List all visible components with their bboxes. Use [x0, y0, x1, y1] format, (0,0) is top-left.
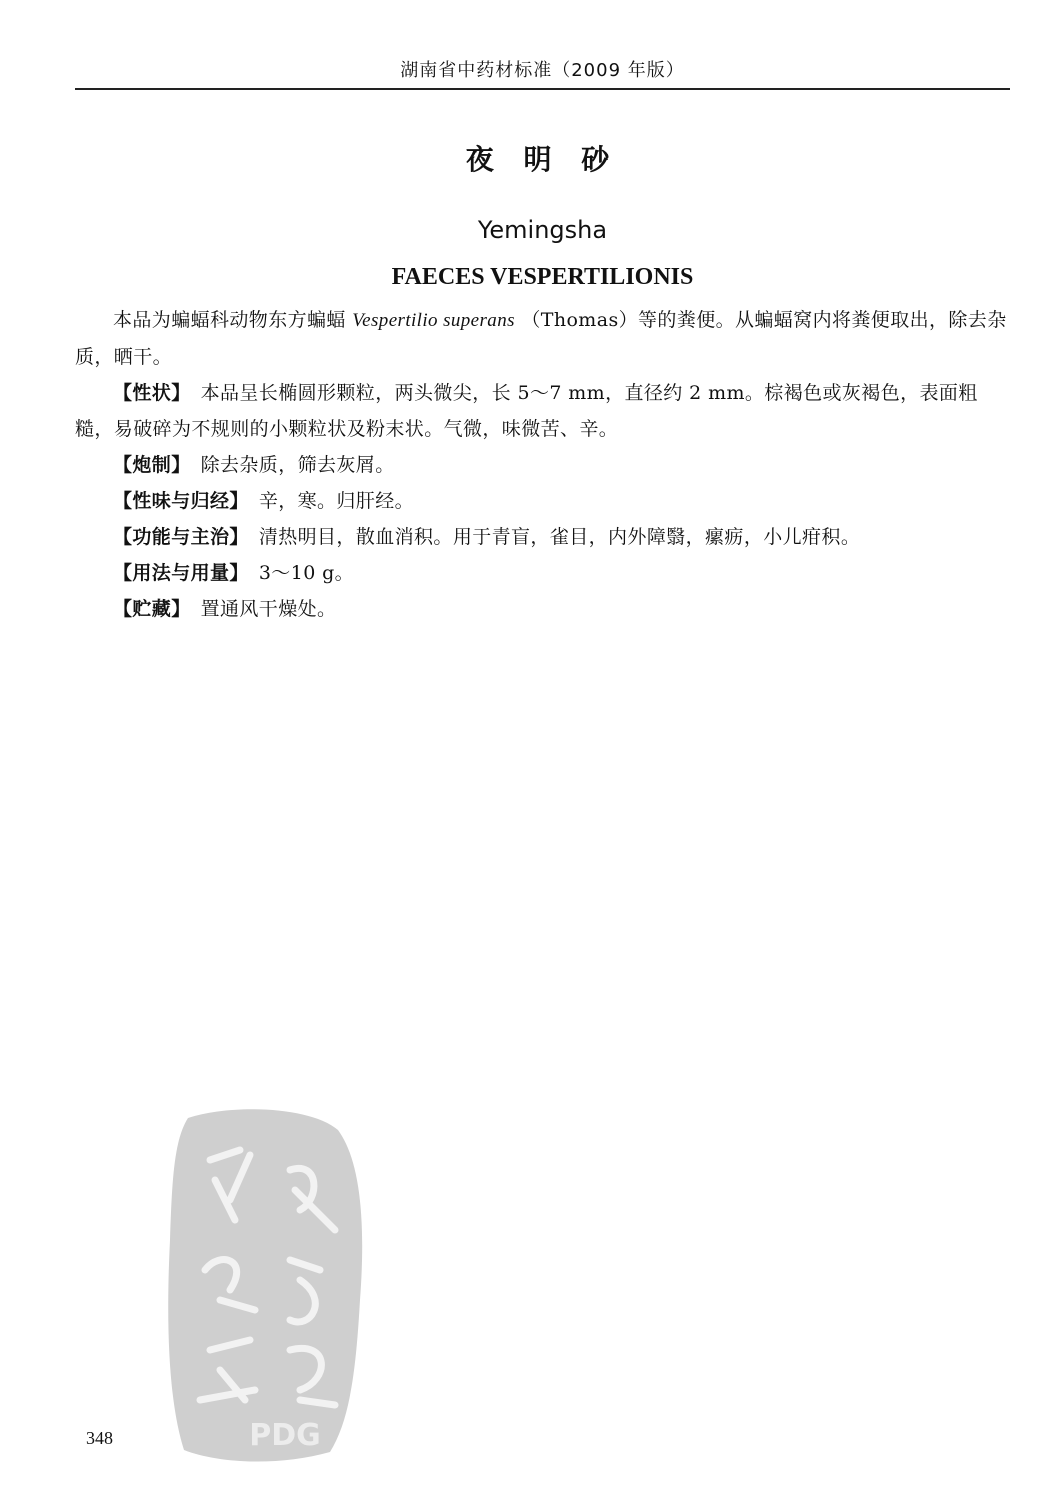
page-number: 348 [86, 1428, 113, 1448]
entry-title: 夜 明 砂 [465, 143, 620, 176]
species-name: Vespertilio superans [352, 310, 515, 331]
section-description [75, 375, 1010, 447]
section-processing [75, 447, 1010, 483]
section-dosage [75, 555, 1010, 591]
section-label: 【炮制】 [113, 454, 191, 476]
entry-body [75, 302, 1010, 627]
header-rule [75, 88, 1010, 90]
section-functions [75, 519, 1010, 555]
section-label: 【性味与归经】 [113, 490, 249, 512]
section-label: 【贮藏】 [113, 598, 191, 620]
pdg-seal-watermark [160, 1100, 370, 1470]
running-header: 湖南省中药材标准（2009 年版） [400, 60, 685, 81]
section-storage [75, 591, 1010, 627]
stamp-text: PDG [249, 1418, 321, 1453]
section-text: 辛，寒。归肝经。 [258, 490, 415, 512]
section-label: 【功能与主治】 [113, 526, 249, 548]
intro-paragraph [75, 302, 1010, 375]
section-text: 3～10 g。 [258, 562, 355, 584]
intro-text-after: （Thomas）等的粪便。从蝙蝠窝内将粪便取出，除去杂质，晒干。 [75, 309, 1007, 368]
section-nature-meridian [75, 483, 1010, 519]
section-text: 清热明目，散血消积。用于青盲，雀目，内外障翳，瘰疬，小儿疳积。 [258, 526, 861, 548]
section-text: 本品呈长椭圆形颗粒，两头微尖，长 5～7 mm，直径约 2 mm。棕褐色或灰褐色，表面粗糙，易破碎为不规则的小颗粒状及粉末状。气微，味微苦、辛。 [75, 382, 978, 440]
section-text: 置通风干燥处。 [200, 598, 337, 620]
entry-latin-name: FAECES VESPERTILIONIS [391, 264, 694, 290]
section-text: 除去杂质，筛去灰屑。 [200, 454, 395, 476]
intro-text-before: 本品为蝙蝠科动物东方蝙蝠 [113, 309, 346, 331]
section-label: 【用法与用量】 [113, 562, 249, 584]
section-label: 【性状】 [113, 382, 191, 404]
entry-pinyin: Yemingsha [477, 216, 608, 244]
